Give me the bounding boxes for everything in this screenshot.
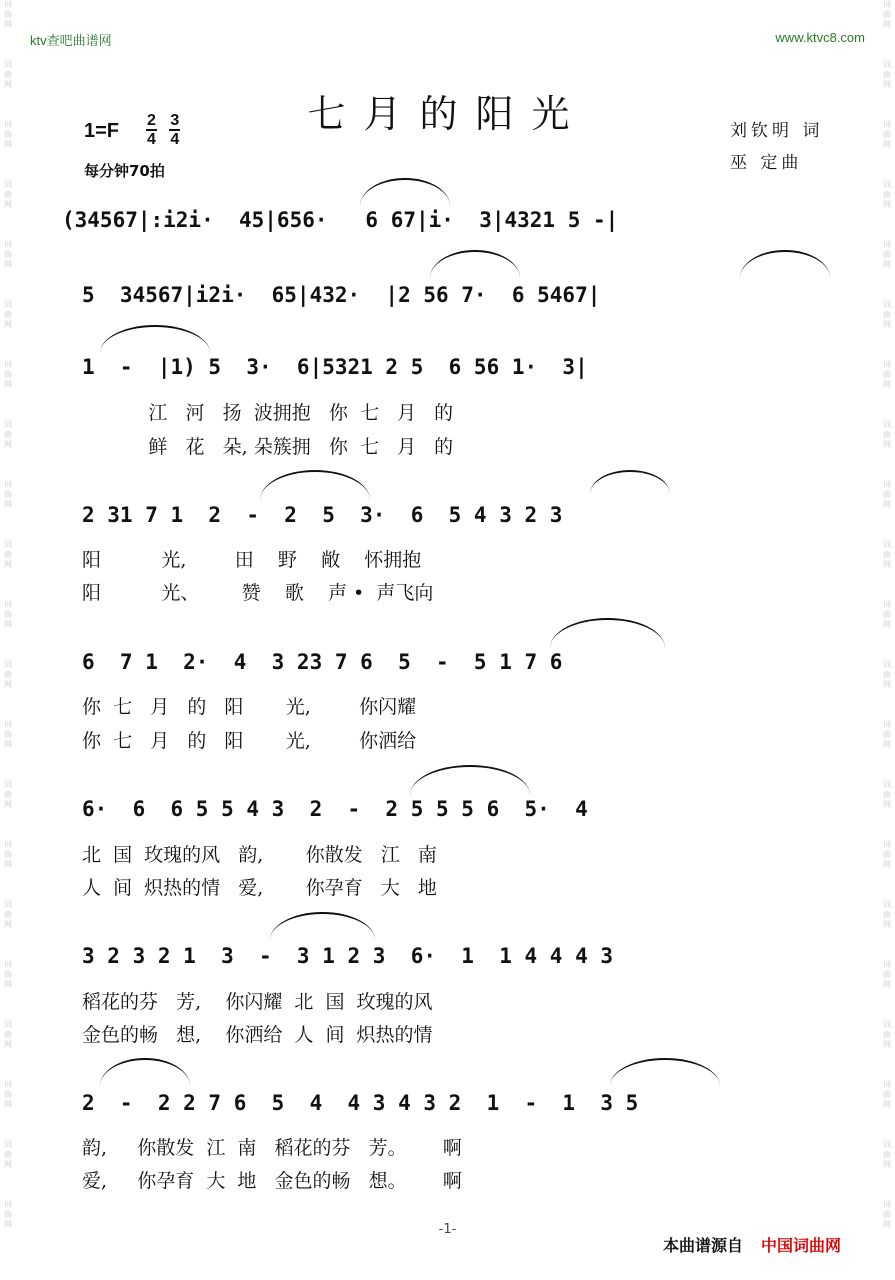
lyricist-credit: 刘钦明 词 [730, 121, 824, 141]
watermark-rail-text: 词 曲 网 [883, 600, 891, 629]
watermark-rail-text: 词 曲 网 [4, 660, 12, 689]
watermark-rail-text: 词 曲 网 [883, 900, 891, 929]
tempo-marking: 每分钟70拍 [84, 162, 165, 180]
watermark-rail-text: 词 曲 网 [4, 360, 12, 389]
watermark-rail-text: 词 曲 网 [4, 540, 12, 569]
watermark-rail-text: 词 曲 网 [4, 780, 12, 809]
header-right-url[interactable]: www.ktvc8.com [775, 30, 865, 45]
right-watermark-rail [880, 0, 894, 1280]
watermark-rail-text: 词 曲 网 [883, 780, 891, 809]
score-line-8-notes: 2 - 2 2 7 6 5 4 4 3 4 3 2 1 - 1 3 5 [82, 1091, 639, 1115]
watermark-rail-text: 词 曲 网 [4, 1140, 12, 1169]
score-line-3-lyric-2: 鲜 花 朵, 朵簇拥 你 七 月 的 [82, 436, 454, 458]
watermark-rail-text: 词 曲 网 [883, 480, 891, 509]
watermark-rail-text: 词 曲 网 [4, 420, 12, 449]
score-line-1-notes: (34567|:i2i· 45|656· 6 67|i· 3|4321 5 -| [62, 208, 619, 232]
watermark-rail-text: 词 曲 网 [883, 1140, 891, 1169]
watermark-rail-text: 词 曲 网 [4, 60, 12, 89]
watermark-rail-text: 词 曲 网 [4, 1020, 12, 1049]
watermark-rail-text: 词 曲 网 [4, 0, 12, 29]
score-line-5-lyric-1: 你 七 月 的 阳 光, 你闪耀 [82, 696, 417, 718]
watermark-rail-text: 词 曲 网 [4, 300, 12, 329]
slur-mark [430, 250, 520, 278]
score-line-7-lyric-1: 稻花的芬 芳, 你闪耀 北 国 玫瑰的风 [82, 991, 433, 1013]
slur-mark [100, 1058, 190, 1086]
watermark-rail-text: 词 曲 网 [883, 180, 891, 209]
watermark-rail-text: 词 曲 网 [883, 1200, 891, 1229]
time-signature-1 [146, 112, 157, 148]
composer-credit: 巫 定曲 [730, 153, 803, 173]
watermark-rail-text: 词 曲 网 [883, 660, 891, 689]
source-site-link[interactable]: 中国词曲网 [761, 1236, 842, 1255]
watermark-rail-text: 词 曲 网 [883, 420, 891, 449]
watermark-rail-text: 词 曲 网 [883, 720, 891, 749]
score-line-8-lyric-1: 韵, 你散发 江 南 稻花的芬 芳。 啊 [82, 1137, 462, 1159]
watermark-rail-text: 词 曲 网 [883, 540, 891, 569]
watermark-rail-text: 词 曲 网 [4, 600, 12, 629]
watermark-rail-text: 词 曲 网 [4, 240, 12, 269]
watermark-rail-text: 词 曲 网 [4, 840, 12, 869]
watermark-rail-text: 词 曲 网 [4, 1080, 12, 1109]
time-signatures [146, 112, 188, 148]
slur-mark [360, 178, 450, 206]
score-line-2-notes: 5 34567|i2i· 65|432· |2 56 7· 6 5467| [82, 283, 601, 307]
page-number: -1- [438, 1222, 457, 1237]
time-sig-1-numerator: 2 [147, 112, 156, 129]
score-line-6-lyric-1: 北 国 玫瑰的风 韵, 你散发 江 南 [82, 844, 437, 866]
key-signature: 1=F [84, 120, 120, 142]
watermark-rail-text: 词 曲 网 [883, 1080, 891, 1109]
time-sig-2-denominator: 4 [170, 131, 180, 148]
slur-mark [550, 618, 665, 648]
watermark-rail-text: 词 曲 网 [4, 180, 12, 209]
watermark-rail-text: 词 曲 网 [883, 300, 891, 329]
slur-mark [740, 250, 830, 278]
watermark-rail-text: 词 曲 网 [883, 240, 891, 269]
score-line-5-lyric-2: 你 七 月 的 阳 光, 你洒给 [82, 730, 417, 752]
slur-mark [610, 1058, 720, 1086]
watermark-rail-text: 词 曲 网 [883, 360, 891, 389]
time-sig-2-numerator: 3 [170, 112, 180, 129]
watermark-rail-text: 词 曲 网 [4, 120, 12, 149]
score-line-8-lyric-2: 爱, 你孕育 大 地 金色的畅 想。 啊 [82, 1170, 462, 1192]
watermark-rail-text: 词 曲 网 [4, 900, 12, 929]
watermark-rail-text: 词 曲 网 [883, 1020, 891, 1049]
watermark-rail-text: 词 曲 网 [4, 720, 12, 749]
watermark-rail-text: 词 曲 网 [883, 60, 891, 89]
watermark-rail-text: 词 曲 网 [883, 960, 891, 989]
header-left-site[interactable]: ktv查吧曲谱网 [30, 33, 112, 48]
score-line-6-lyric-2: 人 间 炽热的情 爱, 你孕育 大 地 [82, 877, 437, 899]
song-title: 七月的阳光 [307, 92, 588, 137]
score-line-3-lyric-1: 江 河 扬 波拥抱 你 七 月 的 [82, 402, 454, 424]
score-line-5-notes: 6 7 1 2· 4 3 23 7 6 5 - 5 1 7 6 [82, 650, 563, 674]
slur-mark [590, 470, 670, 494]
time-sig-1-denominator: 4 [147, 131, 156, 148]
slur-mark [410, 765, 530, 795]
score-line-7-lyric-2: 金色的畅 想, 你洒给 人 间 炽热的情 [82, 1024, 433, 1046]
score-line-4-notes: 2 31 7 1 2 - 2 5 3· 6 5 4 3 2 3 [82, 503, 563, 527]
watermark-rail-text: 词 曲 网 [883, 120, 891, 149]
source-credit [663, 1233, 841, 1256]
watermark-rail-text: 词 曲 网 [4, 480, 12, 509]
watermark-rail-text: 词 曲 网 [883, 840, 891, 869]
watermark-rail-text: 词 曲 网 [4, 1200, 12, 1229]
slur-mark [270, 912, 375, 940]
slur-mark [260, 470, 370, 500]
watermark-rail-text: 词 曲 网 [883, 0, 891, 29]
score-line-4-lyric-1: 阳 光, 田 野 敞 怀拥抱 [82, 549, 422, 571]
left-watermark-rail [1, 0, 15, 1280]
score-line-3-notes: 1 - |1) 5 3· 6|5321 2 5 6 56 1· 3| [82, 355, 588, 379]
watermark-rail-text: 词 曲 网 [4, 960, 12, 989]
score-line-4-lyric-2: 阳 光、 赞 歌 声 • 声飞向 [82, 582, 434, 604]
slur-mark [100, 325, 210, 353]
time-signature-2 [169, 112, 180, 148]
score-line-7-notes: 3 2 3 2 1 3 - 3 1 2 3 6· 1 1 4 4 4 3 [82, 944, 614, 968]
source-prefix: 本曲谱源自 [663, 1236, 744, 1255]
score-line-6-notes: 6· 6 6 5 5 4 3 2 - 2 5 5 5 6 5· 4 [82, 797, 588, 821]
